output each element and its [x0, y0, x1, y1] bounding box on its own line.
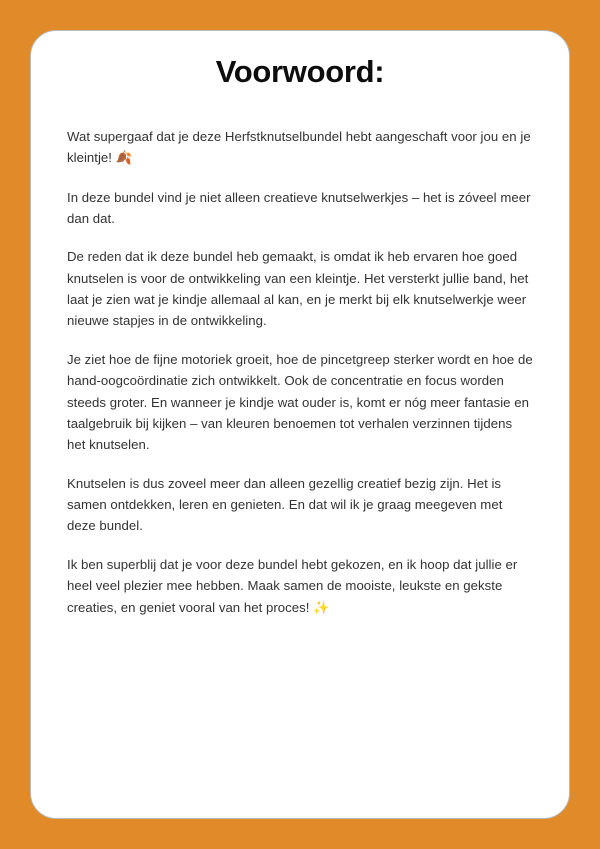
sparkles-emoji: ✨ [313, 600, 330, 616]
paragraph-closing-text: Ik ben superblij dat je voor deze bundel hebt gekozen, en ik hoop dat jullie er heel veel plezier mee hebben. Maak samen de mooiste, leukste en gekste creaties, en geniet vooral van het proces! [67, 556, 518, 615]
paragraph-intro [67, 126, 533, 170]
page-title: Voorwoord: [215, 54, 385, 89]
paragraph-together [67, 473, 533, 537]
document-body [67, 126, 533, 619]
paragraph-more-than-crafts [67, 187, 533, 230]
document-card [30, 30, 570, 819]
paragraph-reason-text: De reden dat ik deze bundel heb gemaakt, is omdat ik heb ervaren hoe goed knutselen is voor de ontwikkeling van een kleintje. Het versterkt jullie band, het laat je zien wat je kindje allemaal al kan, en je merkt bij elk knutselwerkje weer nieuwe stapjes in de ontwikkeling. [67, 249, 529, 329]
paragraph-development [67, 349, 533, 456]
paragraph-together-text: Knutselen is dus zoveel meer dan alleen gezellig creatief bezig zijn. Het is samen ontdekken, leren en genieten. En dat wil ik je graag meegeven met deze bundel. [67, 475, 503, 534]
paragraph-closing [67, 554, 533, 619]
paragraph-reason [67, 246, 533, 332]
paragraph-development-text: Je ziet hoe de fijne motoriek groeit, hoe de pincetgreep sterker wordt en hoe de hand-oogcoördinatie zich ontwikkelt. Ook de concentratie en focus worden steeds groter. En wanneer je kindje wat ouder is, komt er nóg meer fantasie en taalgebruik bij kijken – van kleuren benoemen tot verhalen verzinnen tijdens het knutselen. [67, 351, 533, 453]
fallen-leaf-emoji: 🍂 [115, 151, 133, 167]
paragraph-more-than-crafts-text: In deze bundel vind je niet alleen creatieve knutselwerkjes – het is zóveel meer dan dat. [67, 189, 531, 226]
card-content [31, 31, 569, 619]
paragraph-intro-text: Wat supergaaf dat je deze Herfstknutselbundel hebt aangeschaft voor jou en je kleintje! [67, 128, 531, 166]
